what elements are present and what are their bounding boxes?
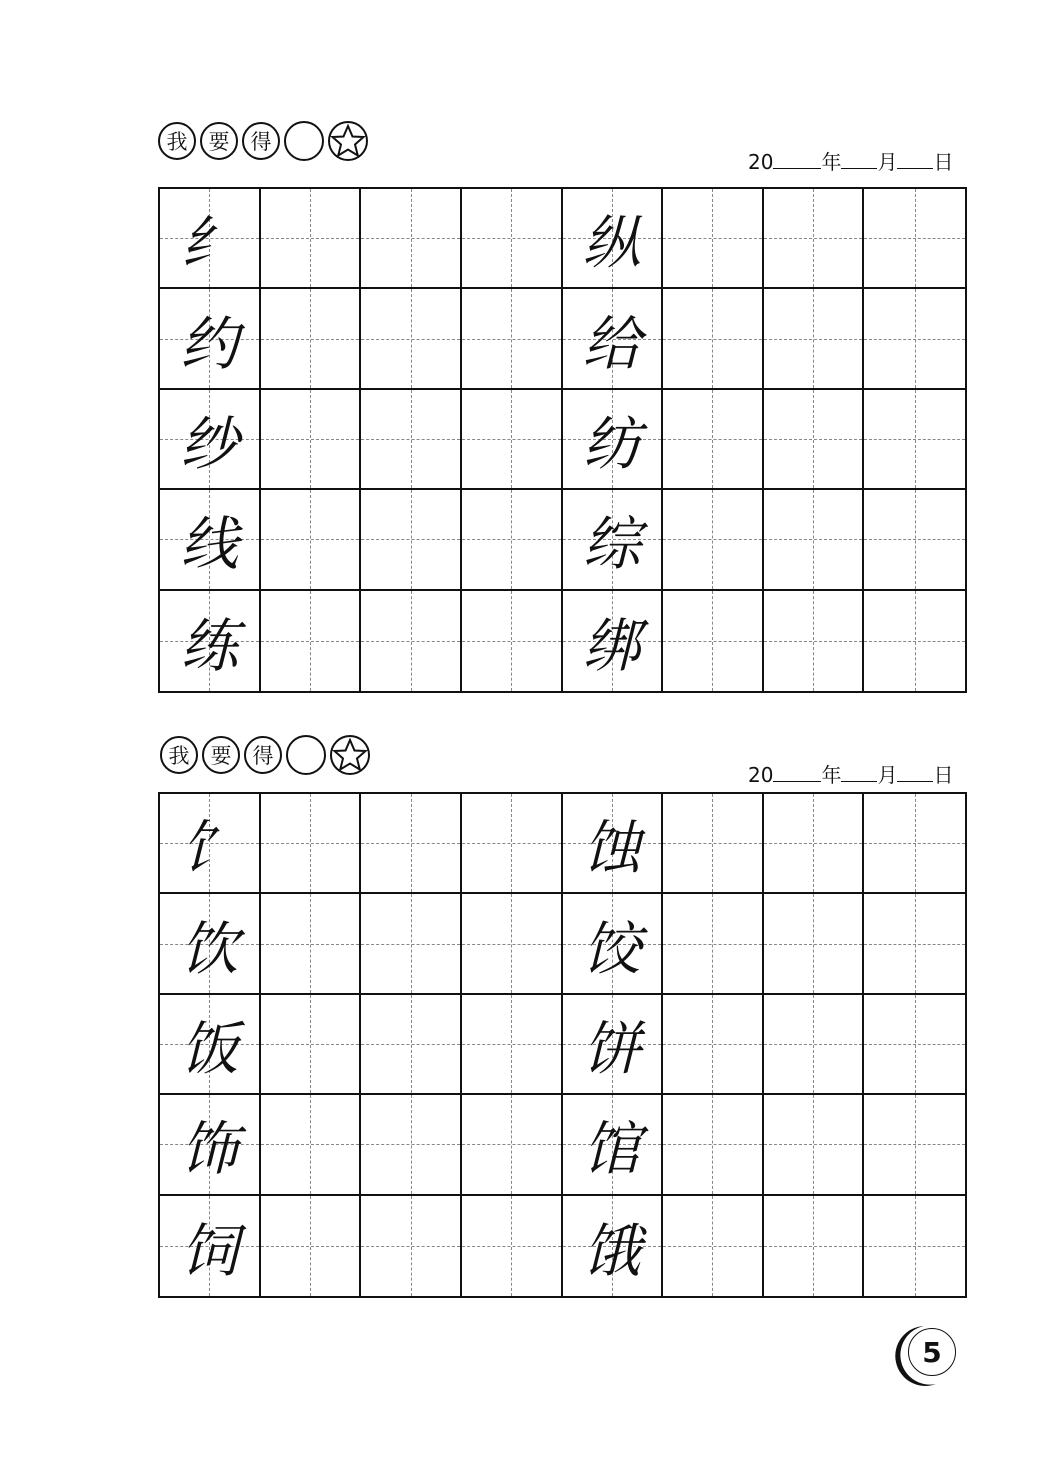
practice-cell[interactable] <box>563 1196 664 1296</box>
practice-cell[interactable] <box>864 894 965 994</box>
model-character: 绑 <box>582 611 641 680</box>
practice-cell[interactable] <box>261 189 362 289</box>
practice-cell[interactable] <box>261 1196 362 1296</box>
practice-cell[interactable] <box>462 1095 563 1195</box>
badge-char-yao: 要 <box>200 122 238 160</box>
practice-cell[interactable] <box>864 390 965 490</box>
practice-cell[interactable] <box>563 390 664 490</box>
practice-cell[interactable] <box>361 995 462 1095</box>
practice-cell[interactable] <box>563 591 664 691</box>
badge-row-2 <box>160 735 374 775</box>
practice-cell[interactable] <box>462 894 563 994</box>
practice-cell[interactable] <box>663 390 764 490</box>
practice-cell[interactable] <box>261 1095 362 1195</box>
practice-cell[interactable] <box>663 794 764 894</box>
model-character: 饮 <box>180 914 239 983</box>
practice-cell[interactable] <box>864 1196 965 1296</box>
practice-cell[interactable] <box>361 390 462 490</box>
practice-cell[interactable] <box>663 591 764 691</box>
practice-cell[interactable] <box>160 1196 261 1296</box>
practice-cell[interactable] <box>563 794 664 894</box>
model-character: 饭 <box>180 1014 239 1083</box>
year-label: 年 <box>821 763 842 787</box>
practice-cell[interactable] <box>261 794 362 894</box>
model-character: 饰 <box>180 1115 239 1184</box>
practice-cell[interactable] <box>361 1196 462 1296</box>
practice-cell[interactable] <box>764 995 865 1095</box>
model-character: 馆 <box>582 1115 641 1184</box>
model-character: 线 <box>180 510 239 579</box>
practice-cell[interactable] <box>764 591 865 691</box>
star-icon <box>330 735 370 775</box>
practice-cell[interactable] <box>663 894 764 994</box>
page-number: 5 <box>908 1328 956 1376</box>
practice-cell[interactable] <box>462 490 563 590</box>
practice-cell[interactable] <box>361 1095 462 1195</box>
badge-char-yao: 要 <box>202 736 240 774</box>
day-blank[interactable] <box>897 763 933 782</box>
practice-cell[interactable] <box>864 794 965 894</box>
practice-cell[interactable] <box>361 289 462 389</box>
badge-char-de: 得 <box>242 122 280 160</box>
model-character: 饿 <box>582 1216 641 1285</box>
practice-cell[interactable] <box>663 189 764 289</box>
model-character: 练 <box>180 611 239 680</box>
practice-cell[interactable] <box>261 894 362 994</box>
practice-cell[interactable] <box>764 189 865 289</box>
practice-cell[interactable] <box>261 289 362 389</box>
practice-cell[interactable] <box>663 1196 764 1296</box>
practice-cell[interactable] <box>563 289 664 389</box>
practice-grid-1 <box>158 187 967 693</box>
star-icon <box>328 121 368 161</box>
model-character: 饺 <box>582 914 641 983</box>
practice-cell[interactable] <box>563 995 664 1095</box>
page-number-badge <box>884 1322 964 1386</box>
practice-cell[interactable] <box>764 390 865 490</box>
practice-cell[interactable] <box>764 490 865 590</box>
practice-cell[interactable] <box>563 1095 664 1195</box>
month-blank[interactable] <box>841 763 877 782</box>
practice-cell[interactable] <box>864 490 965 590</box>
practice-cell[interactable] <box>563 894 664 994</box>
year-blank[interactable] <box>773 150 821 169</box>
practice-cell[interactable] <box>663 1095 764 1195</box>
practice-cell[interactable] <box>361 591 462 691</box>
model-character: 纺 <box>582 409 641 478</box>
month-label: 月 <box>877 150 898 174</box>
practice-grid-2 <box>158 792 967 1298</box>
date-line-1 <box>748 146 953 175</box>
practice-cell[interactable] <box>663 490 764 590</box>
date-prefix: 20 <box>748 150 774 174</box>
badge-char-de: 得 <box>244 736 282 774</box>
practice-cell[interactable] <box>160 1095 261 1195</box>
month-blank[interactable] <box>841 150 877 169</box>
practice-cell[interactable] <box>160 289 261 389</box>
practice-cell[interactable] <box>764 894 865 994</box>
practice-cell[interactable] <box>764 1095 865 1195</box>
practice-cell[interactable] <box>663 995 764 1095</box>
practice-cell[interactable] <box>462 189 563 289</box>
practice-cell[interactable] <box>563 490 664 590</box>
model-character: 纱 <box>180 409 239 478</box>
model-character: 约 <box>180 309 239 378</box>
practice-cell[interactable] <box>462 1196 563 1296</box>
practice-cell[interactable] <box>462 995 563 1095</box>
model-character: 纵 <box>582 209 641 278</box>
model-character: 综 <box>582 510 641 579</box>
practice-cell[interactable] <box>563 189 664 289</box>
empty-circle <box>286 735 326 775</box>
practice-cell[interactable] <box>462 390 563 490</box>
model-character: 给 <box>582 309 641 378</box>
model-character: 饼 <box>582 1014 641 1083</box>
practice-cell[interactable] <box>864 591 965 691</box>
badge-char-wo: 我 <box>158 122 196 160</box>
year-blank[interactable] <box>773 763 821 782</box>
practice-cell[interactable] <box>160 189 261 289</box>
year-label: 年 <box>821 150 842 174</box>
practice-cell[interactable] <box>160 591 261 691</box>
practice-cell[interactable] <box>160 490 261 590</box>
badge-row-1 <box>158 121 372 161</box>
practice-cell[interactable] <box>361 894 462 994</box>
practice-cell[interactable] <box>160 794 261 894</box>
practice-cell[interactable] <box>864 995 965 1095</box>
practice-cell[interactable] <box>261 995 362 1095</box>
practice-cell[interactable] <box>462 289 563 389</box>
practice-cell[interactable] <box>663 289 764 389</box>
date-prefix: 20 <box>748 763 774 787</box>
practice-cell[interactable] <box>160 390 261 490</box>
day-label: 日 <box>933 763 954 787</box>
model-character: 饲 <box>180 1216 239 1285</box>
practice-cell[interactable] <box>361 794 462 894</box>
practice-cell[interactable] <box>261 390 362 490</box>
practice-cell[interactable] <box>160 995 261 1095</box>
practice-cell[interactable] <box>160 894 261 994</box>
date-line-2 <box>748 759 953 788</box>
practice-cell[interactable] <box>764 1196 865 1296</box>
practice-cell[interactable] <box>764 794 865 894</box>
practice-cell[interactable] <box>864 189 965 289</box>
practice-cell[interactable] <box>864 289 965 389</box>
model-character: 纟 <box>180 209 239 278</box>
practice-cell[interactable] <box>462 591 563 691</box>
model-character: 饣 <box>180 814 239 883</box>
practice-cell[interactable] <box>462 794 563 894</box>
practice-cell[interactable] <box>361 189 462 289</box>
practice-cell[interactable] <box>764 289 865 389</box>
day-label: 日 <box>933 150 954 174</box>
practice-cell[interactable] <box>261 591 362 691</box>
practice-cell[interactable] <box>261 490 362 590</box>
day-blank[interactable] <box>897 150 933 169</box>
model-character: 蚀 <box>582 814 641 883</box>
month-label: 月 <box>877 763 898 787</box>
practice-cell[interactable] <box>361 490 462 590</box>
practice-cell[interactable] <box>864 1095 965 1195</box>
empty-circle <box>284 121 324 161</box>
badge-char-wo: 我 <box>160 736 198 774</box>
